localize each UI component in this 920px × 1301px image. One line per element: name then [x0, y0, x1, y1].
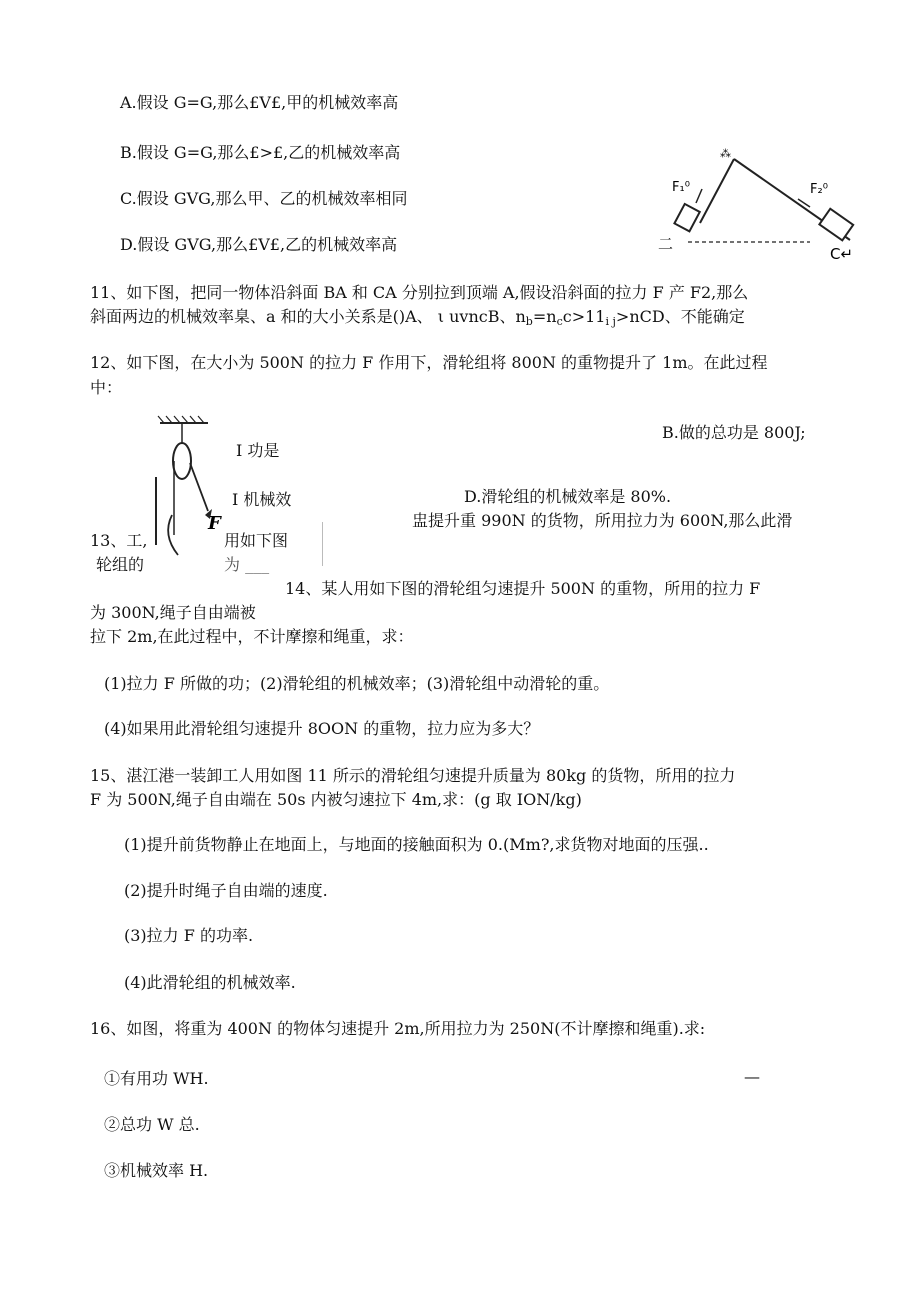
label-f2: F₂⁰: [810, 182, 828, 197]
q16-sub3: ③机械效率 H.: [104, 1161, 209, 1180]
option-b: B.假设 G=G,那么£>£,乙的机械效率高: [120, 143, 401, 162]
option-a: A.假设 G=G,那么£V£,甲的机械效率高: [120, 93, 399, 112]
ceiling-hatch: [158, 416, 204, 423]
incline-ba-line: [700, 159, 734, 223]
fixed-pulley: [173, 443, 191, 479]
q14-line1: 14、某人用如下图的滑轮组匀速提升 500N 的重物，所用的拉力 F: [285, 579, 761, 598]
q13-frag-a: 13、工,: [90, 531, 148, 550]
q14-line3: 拉下 2m,在此过程中，不计摩擦和绳重，求：: [90, 627, 414, 646]
q11-line2: 斜面两边的机械效率臬、a 和的大小关系是()A、 ι uvncB、$n_b=n_cc>11_{i j}>nCD$、不能确定: [90, 307, 745, 328]
q15-line2: F 为 500N,绳子自由端在 50s 内被匀速拉下 4m,求：(g 取 ION/kg): [90, 790, 582, 809]
block-right: [819, 209, 853, 241]
q16-dash: —: [744, 1067, 760, 1086]
moving-pulley: [168, 515, 178, 555]
q13-frag-b: 用如下图: [224, 531, 289, 550]
q14-sub1: (1)拉力 F 所做的功；(2)滑轮组的机械效率；(3)滑轮组中动滑轮的重。: [104, 674, 610, 693]
q14-sub2: (4)如果用此滑轮组匀速提升 8OON 的重物，拉力应为多大？: [104, 719, 540, 738]
rope-pull: [190, 463, 208, 511]
q12-option-b: B.做的总功是 800J;: [662, 423, 806, 442]
label-a: ⁂: [720, 147, 731, 160]
q15-sub4: (4)此滑轮组的机械效率.: [124, 973, 296, 992]
q12-frag-gong: I 功是: [236, 441, 280, 460]
option-d: D.假设 GVG,那么£V£,乙的机械效率高: [120, 235, 398, 254]
incline-figure: [650, 145, 865, 265]
q15-sub3: (3)拉力 F 的功率.: [124, 926, 254, 945]
option-c: C.假设 GVG,那么甲、乙的机械效率相同: [120, 189, 408, 208]
separator-line: [322, 522, 323, 566]
force-label: F: [208, 513, 221, 534]
q16-sub1: ①有用功 WH.: [104, 1069, 209, 1088]
q13-frag-c: 轮组的: [96, 555, 145, 574]
q15-line1: 15、湛江港一装卸工人用如图 11 所示的滑轮组匀速提升质量为 80kg 的货物，所用的拉力: [90, 766, 736, 785]
q12-line2: 中：: [90, 378, 123, 397]
q14-line2: 为 300N,绳子自由端被: [90, 603, 256, 622]
q15-sub2: (2)提升时绳子自由端的速度.: [124, 881, 328, 900]
q12-frag-jixie: I 机械效: [232, 490, 292, 509]
q15-sub1: (1)提升前货物静止在地面上，与地面的接触面积为 0.(Mm?,求货物对地面的压强..: [124, 835, 709, 854]
label-c: C↵: [830, 245, 854, 263]
q16-line1: 16、如图，将重为 400N 的物体匀速提升 2m,所用拉力为 250N(不计摩擦和绳重).求:: [90, 1019, 706, 1038]
f1-arrow: [696, 189, 702, 203]
q13-frag-d: 为 ___: [224, 555, 270, 574]
q12-line1: 12、如下图，在大小为 500N 的拉力 F 作用下，滑轮组将 800N 的重物提升了 1m。在此过程: [90, 353, 768, 372]
q11-line1: 11、如下图，把同一物体沿斜面 BA 和 CA 分别拉到顶端 A,假设沿斜面的拉力 F 产 F2,那么: [90, 283, 749, 302]
q12-option-d: D.滑轮组的机械效率是 80%.: [464, 487, 672, 506]
label-left: 二: [658, 235, 674, 253]
q16-sub2: ②总功 W 总.: [104, 1115, 200, 1134]
q13-tail: 盅提升重 990N 的货物，所用拉力为 600N,那么此滑: [412, 511, 793, 530]
block-left: [674, 204, 699, 231]
label-f1: F₁⁰: [672, 180, 690, 195]
